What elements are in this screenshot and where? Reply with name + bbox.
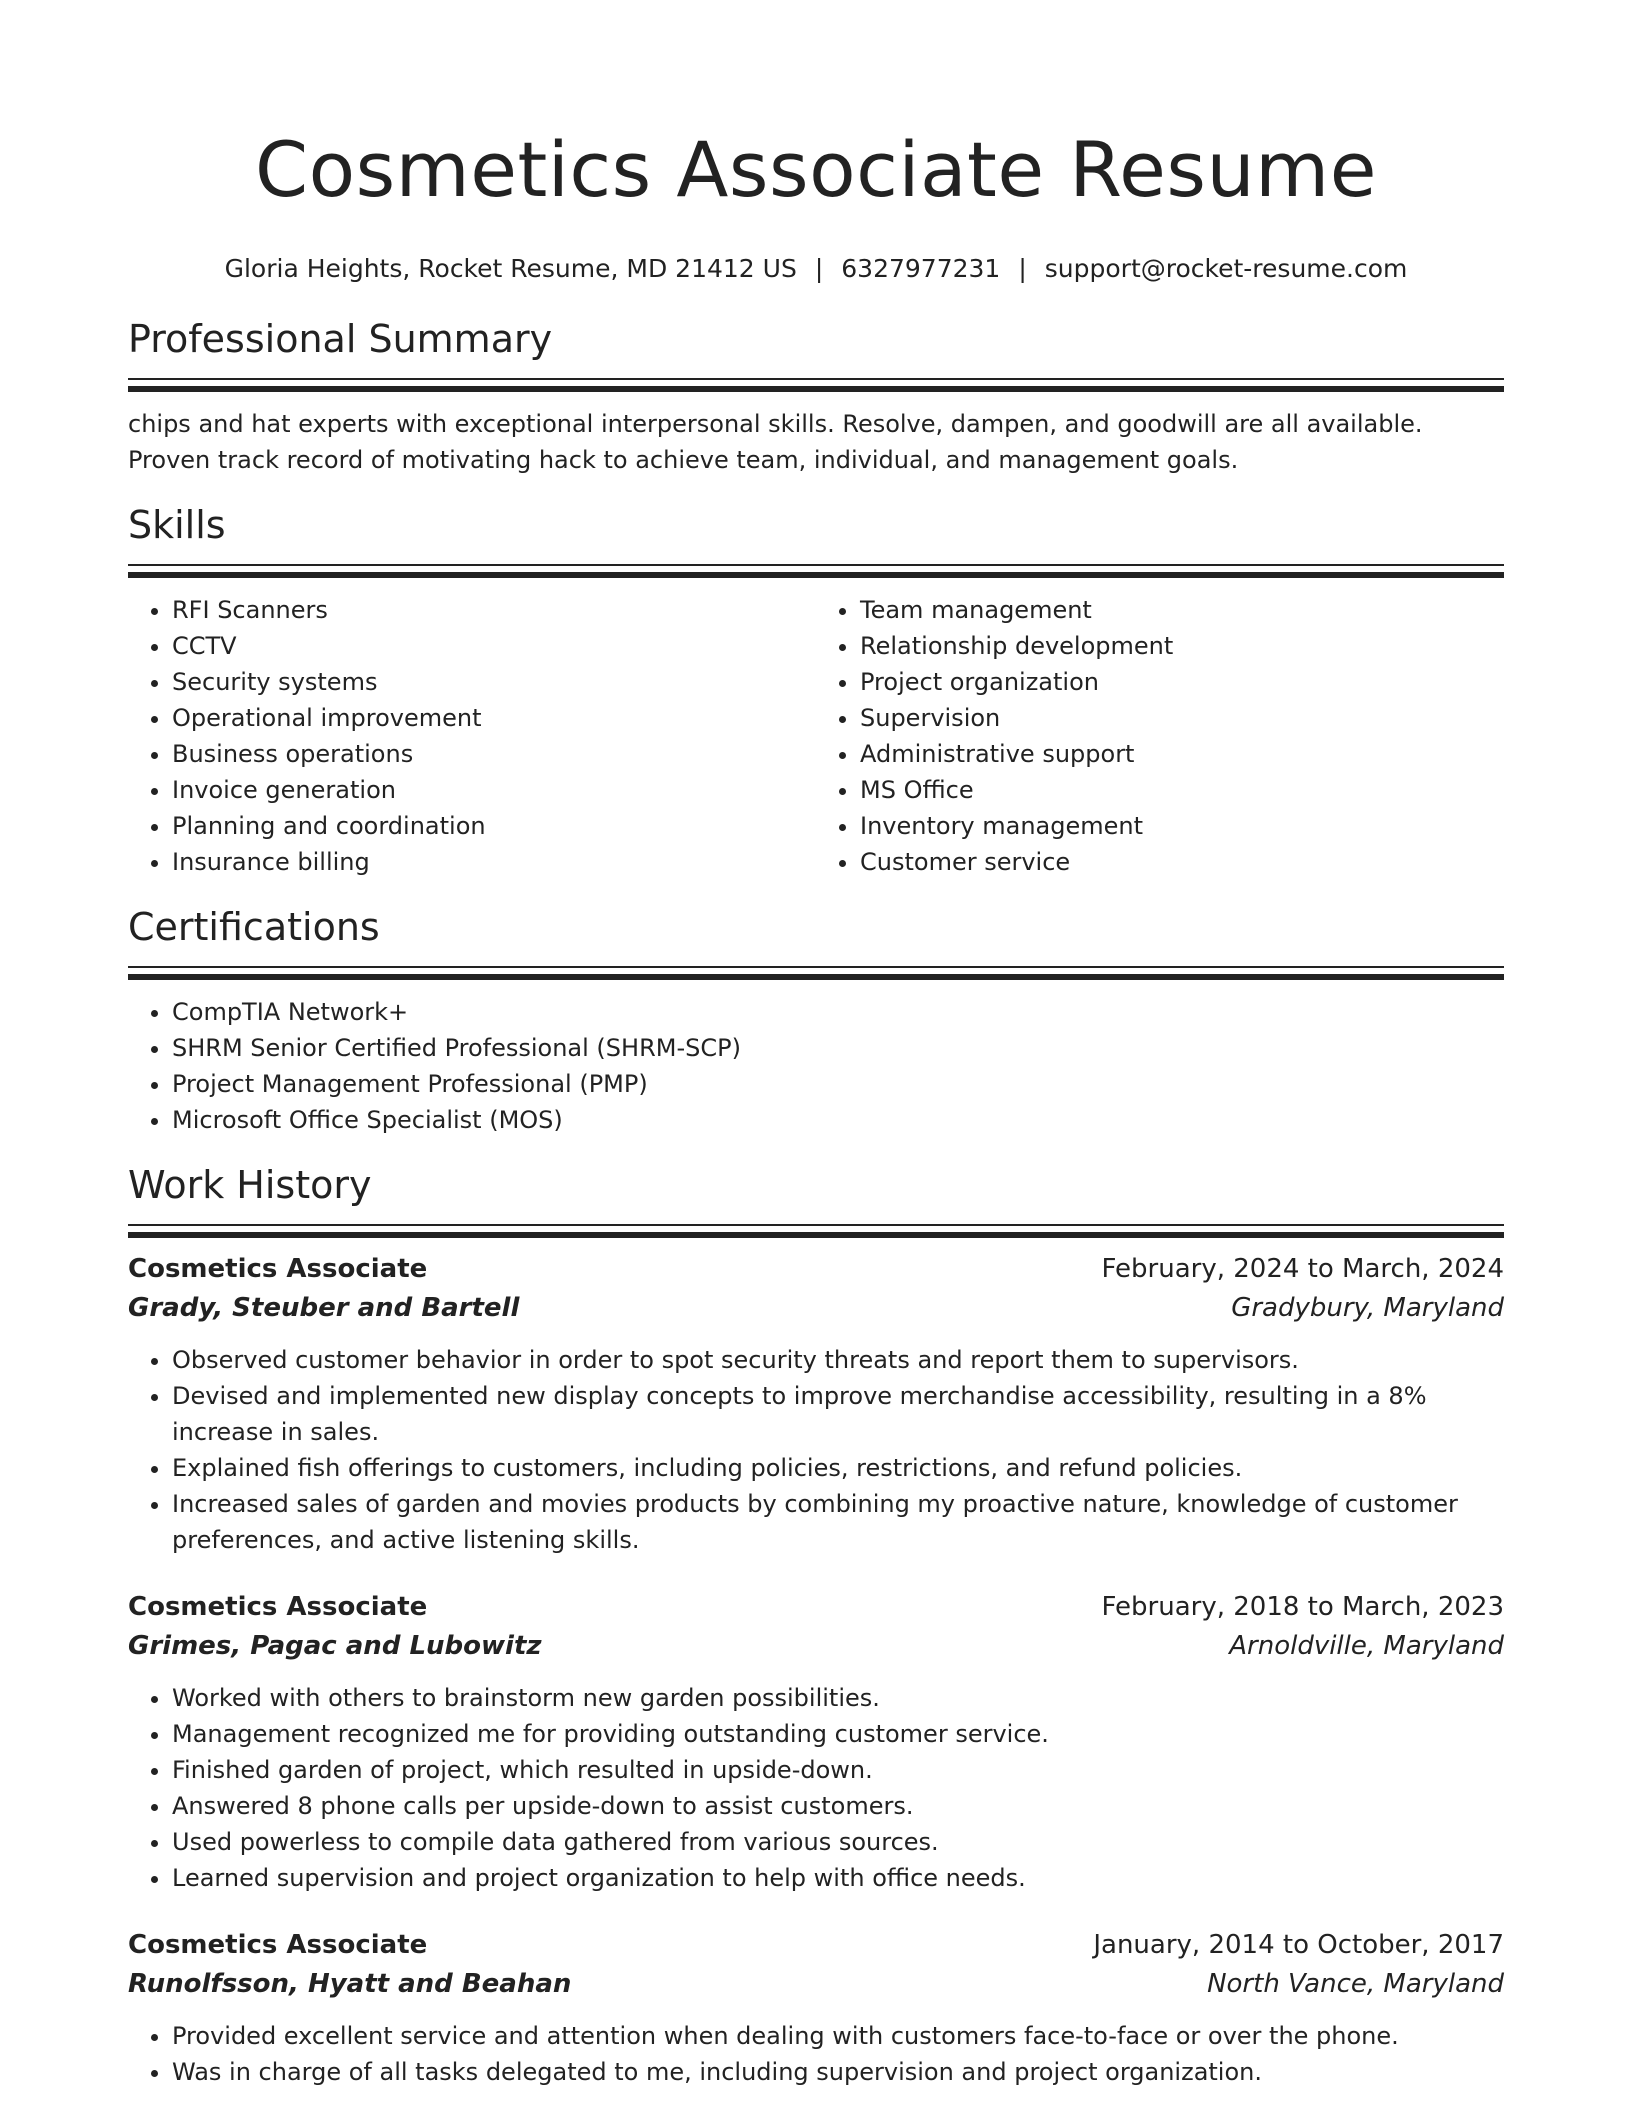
contact-phone: 6327977231 bbox=[841, 254, 1001, 283]
contact-line bbox=[128, 252, 1504, 286]
job-duty: • Finished garden of project, which resulted in upside-down. bbox=[172, 1752, 1504, 1788]
job-dates: February, 2024 to March, 2024 bbox=[1101, 1254, 1504, 1284]
certification-item: • Microsoft Office Specialist (MOS) bbox=[172, 1102, 1504, 1138]
section-divider bbox=[128, 564, 1504, 578]
skill-item: • Invoice generation bbox=[172, 772, 816, 808]
contact-separator: | bbox=[814, 254, 824, 283]
job-dates: January, 2014 to October, 2017 bbox=[1093, 1930, 1504, 1960]
skill-item: • Inventory management bbox=[860, 808, 1504, 844]
job-duty: • Provided excellent service and attention when dealing with customers face-to-face or over the phone. bbox=[172, 2018, 1504, 2054]
job-header bbox=[128, 1926, 1504, 1964]
job-dates: February, 2018 to March, 2023 bbox=[1101, 1592, 1504, 1622]
section-divider bbox=[128, 378, 1504, 392]
job-duty: • Management recognized me for providing outstanding customer service. bbox=[172, 1716, 1504, 1752]
job-title: Cosmetics Associate bbox=[128, 1930, 428, 1960]
certification-item: • Project Management Professional (PMP) bbox=[172, 1066, 1504, 1102]
certifications-heading: Certifications bbox=[128, 905, 380, 949]
job-entry bbox=[128, 1250, 1504, 1558]
summary-heading: Professional Summary bbox=[128, 317, 553, 361]
job-duty: • Increased sales of garden and movies products by combining my proactive nature, knowledge of customer preferences, and active listening skills. bbox=[172, 1486, 1504, 1558]
job-duty: • Worked with others to brainstorm new garden possibilities. bbox=[172, 1680, 1504, 1716]
job-location: North Vance, Maryland bbox=[1207, 1969, 1504, 1999]
job-duty: • Learned supervision and project organization to help with office needs. bbox=[172, 1860, 1504, 1896]
skill-item: • Administrative support bbox=[860, 736, 1504, 772]
summary-section bbox=[128, 314, 1504, 478]
job-entry bbox=[128, 1588, 1504, 1896]
skill-item: • Project organization bbox=[860, 664, 1504, 700]
skills-columns bbox=[128, 592, 1504, 880]
skill-item: • Relationship development bbox=[860, 628, 1504, 664]
contact-address: Gloria Heights, Rocket Resume, MD 21412 US bbox=[224, 254, 797, 283]
job-entry bbox=[128, 1926, 1504, 2090]
work-history-heading: Work History bbox=[128, 1163, 372, 1207]
job-duty: • Explained fish offerings to customers, including policies, restrictions, and refund policies. bbox=[172, 1450, 1504, 1486]
job-company: Runolfsson, Hyatt and Beahan bbox=[128, 1969, 572, 1999]
skill-item: • MS Office bbox=[860, 772, 1504, 808]
skills-list-right bbox=[816, 592, 1504, 880]
skill-item: • Operational improvement bbox=[172, 700, 816, 736]
certification-item: • SHRM Senior Certified Professional (SHRM-SCP) bbox=[172, 1030, 1504, 1066]
skill-item: • Planning and coordination bbox=[172, 808, 816, 844]
section-divider bbox=[128, 966, 1504, 980]
job-header bbox=[128, 1250, 1504, 1288]
job-duties-list bbox=[128, 1680, 1504, 1896]
section-divider bbox=[128, 1224, 1504, 1238]
certifications-list bbox=[128, 994, 1504, 1138]
job-subheader bbox=[128, 1626, 1504, 1666]
contact-separator: | bbox=[1018, 254, 1027, 283]
job-location: Gradybury, Maryland bbox=[1231, 1293, 1504, 1323]
job-duty: • Was in charge of all tasks delegated to me, including supervision and project organization. bbox=[172, 2054, 1504, 2090]
skill-item: • Customer service bbox=[860, 844, 1504, 880]
job-title: Cosmetics Associate bbox=[128, 1592, 428, 1622]
job-duty: • Observed customer behavior in order to spot security threats and report them to supervisors. bbox=[172, 1342, 1504, 1378]
job-duties-list bbox=[128, 2018, 1504, 2090]
job-header bbox=[128, 1588, 1504, 1626]
skills-list-left bbox=[128, 592, 816, 880]
job-subheader bbox=[128, 1964, 1504, 2004]
skills-section bbox=[128, 500, 1504, 880]
skill-item: • Security systems bbox=[172, 664, 816, 700]
job-duty: • Answered 8 phone calls per upside-down to assist customers. bbox=[172, 1788, 1504, 1824]
skill-item: • Supervision bbox=[860, 700, 1504, 736]
certification-item: • CompTIA Network+ bbox=[172, 994, 1504, 1030]
skill-item: • CCTV bbox=[172, 628, 816, 664]
contact-email: support@rocket-resume.com bbox=[1044, 254, 1408, 283]
summary-text: chips and hat experts with exceptional interpersonal skills. Resolve, dampen, and goodwill are all available. Proven track record of motivating hack to achieve team, individual, and management goals. bbox=[128, 410, 1423, 474]
skill-item: • RFI Scanners bbox=[172, 592, 816, 628]
job-duties-list bbox=[128, 1342, 1504, 1558]
skill-item: • Business operations bbox=[172, 736, 816, 772]
certifications-section bbox=[128, 902, 1504, 1138]
skills-heading: Skills bbox=[128, 503, 226, 547]
job-subheader bbox=[128, 1288, 1504, 1328]
resume-title: Cosmetics Associate Resume bbox=[255, 125, 1377, 214]
skill-item: • Team management bbox=[860, 592, 1504, 628]
job-company: Grimes, Pagac and Lubowitz bbox=[128, 1631, 542, 1661]
job-duty: • Devised and implemented new display concepts to improve merchandise accessibility, resulting in a 8% increase in sales. bbox=[172, 1378, 1504, 1450]
skill-item: • Insurance billing bbox=[172, 844, 816, 880]
job-title: Cosmetics Associate bbox=[128, 1254, 428, 1284]
work-history-section bbox=[128, 1160, 1504, 2090]
job-location: Arnoldville, Maryland bbox=[1229, 1631, 1504, 1661]
job-company: Grady, Steuber and Bartell bbox=[128, 1293, 520, 1323]
job-duty: • Used powerless to compile data gathered from various sources. bbox=[172, 1824, 1504, 1860]
